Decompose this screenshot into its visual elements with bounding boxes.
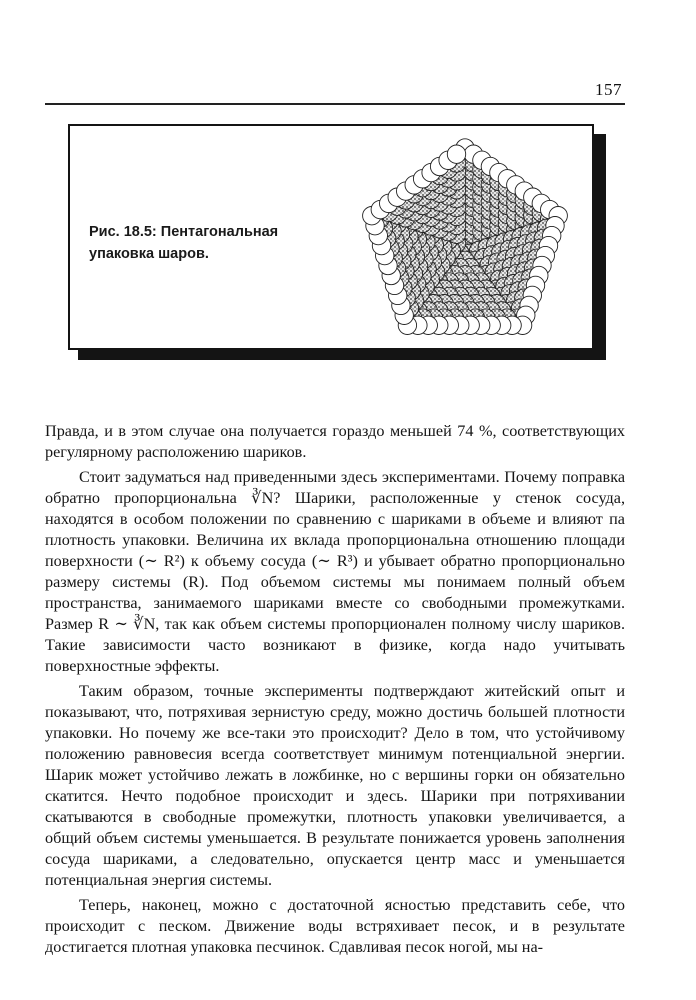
- body-text: [45, 421, 625, 962]
- paragraph-1: Правда, и в этом случае она получается гораздо меньшей 74 %, соответствующих регулярному расположению шариков.: [45, 422, 625, 461]
- figure-box: [68, 124, 594, 350]
- figure-caption-text: Пентагональная упаковка шаров.: [89, 224, 279, 262]
- header-rule: [45, 103, 625, 105]
- outer-ball: [447, 145, 465, 163]
- paragraph-4: Теперь, наконец, можно с достаточной ясностью представить себе, что происходит с песком. Движение воды встряхивает песок, и в результате достигается плотная упаковка песчинок. Сдавливая песок ногой, мы на-: [45, 896, 625, 956]
- pentagonal-packing-illustration: [354, 134, 576, 344]
- figure-caption: [89, 221, 319, 265]
- paragraph-2: Стоит задуматься над приведенными здесь экспериментами. Почему поправка обратно пропорциональна ∛N? Шарики, расположенные у стенок сосуда, находятся в особом положении по сравнению с шариками в объеме и влияют па плотность упаковки. Величина их вклада пропорциональна отношению площади поверхности (∼ R²) к объему сосуда (∼ R³) и убывает обратно пропорционально размеру системы (R). Под объемом системы мы понимаем полный объем пространства, занимаемого шариками вместе со свободными промежутками. Размер R ∼ ∛N, так как объем системы пропорционален полному числу шариков. Такие зависимости часто возникают в физике, когда надо учитывать поверхностные эффекты.: [45, 468, 625, 675]
- paragraph-3: Таким образом, точные эксперименты подтверждают житейский опыт и показывают, что, потряхивая зернистую среду, можно достичь большей плотности упаковки. Но почему же все-таки это происходит? Дело в том, что устойчивому положению равновесия всегда соответствует минимум потенциальной энергии. Шарик может устойчиво лежать в ложбинке, но с вершины горки он обязательно скатится. Нечто подобное происходит и здесь. Шарики при потряхивании скатываются в свободные промежутки, плотность упаковки увеличивается, а общий объем системы уменьшается. В результате понижается уровень заполнения сосуда шариками, а следовательно, опускается центр масс и уменьшается потенциальная энергия системы.: [45, 682, 625, 889]
- page-number: 157: [595, 80, 622, 99]
- figure-caption-label: Рис. 18.5:: [89, 224, 157, 240]
